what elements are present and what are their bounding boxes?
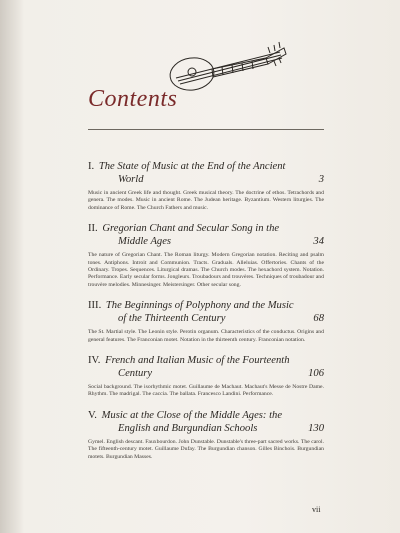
- chapter-title-line: French and Italian Music of the Fourteenth: [105, 355, 290, 367]
- contents-list: [88, 160, 324, 471]
- chapter-title: [88, 354, 324, 380]
- chapter-page-number: 68: [313, 313, 324, 325]
- chapter-title: [88, 409, 324, 435]
- chapter-entry: [88, 160, 324, 212]
- chapter-entry: [88, 299, 324, 344]
- folio-page-number: vii: [312, 505, 321, 514]
- contents-heading: Contents: [88, 86, 178, 112]
- chapter-title-line: Middle Ages: [118, 236, 172, 248]
- chapter-entry: [88, 409, 324, 461]
- chapter-description: Music in ancient Greek life and thought. Greek musical theory. The doctrine of ethos. Tetrachords and genera. The modes. Music in ancient Rome. The Judean heritage. Byzantium. Western liturgies. The dominance of Rome. The Church Fathers and music.: [88, 190, 324, 211]
- chapter-title-line: of the Thirteenth Century: [118, 313, 226, 325]
- chapter-number: I.: [88, 161, 95, 172]
- heading-rule: [88, 129, 324, 130]
- chapter-title-line: English and Burgundian Schools: [118, 422, 258, 434]
- chapter-title-line: Century: [118, 368, 153, 380]
- chapter-title-line: The State of Music at the End of the Ancient: [98, 161, 286, 172]
- lute-illustration: [162, 36, 290, 108]
- chapter-entry: [88, 222, 324, 289]
- chapter-title: [88, 299, 324, 325]
- chapter-title-line: World: [118, 174, 144, 185]
- chapter-page-number: 106: [308, 368, 324, 380]
- page-gutter-shadow: [0, 0, 24, 533]
- chapter-description: The St. Martial style. The Leonin style. Perotin organum. Characteristics of the conductus. Origins and general features. The Franconian motet. Notation in the thirteenth century. Franconian notation.: [88, 329, 324, 343]
- chapter-title: [88, 222, 324, 248]
- chapter-title-line: The Beginnings of Polyphony and the Music: [105, 300, 294, 312]
- chapter-description: Social background. The isorhythmic motet. Guillaume de Machaut. Machaut's Messe de Nostre Dame. Rhythm. The madrigal. The caccia. The ballata. Francesco Landini. Performance.: [88, 384, 324, 398]
- chapter-page-number: 34: [313, 236, 324, 248]
- chapter-entry: [88, 354, 324, 399]
- chapter-title-line: Music at the Close of the Middle Ages: the: [101, 409, 283, 421]
- chapter-number: II.: [88, 223, 98, 235]
- chapter-number: III.: [88, 300, 102, 312]
- chapter-description: Gymel. English descant. Fauxbourdon. John Dunstable. Dunstable's three-part sacred works. The carol. The fifteenth-century motet. Guillaume Dufay. The Burgundian chanson. Gilles Binchois. Burgundian motets. Burgundian Masses.: [88, 438, 324, 460]
- chapter-page-number: 130: [308, 422, 324, 434]
- chapter-title: [88, 160, 324, 186]
- chapter-title-line: Gregorian Chant and Secular Song in the: [102, 223, 280, 235]
- chapter-page-number: 3: [318, 174, 324, 185]
- chapter-number: IV.: [88, 355, 101, 367]
- chapter-description: The nature of Gregorian Chant. The Roman liturgy. Modern Gregorian notation. Reciting and psalm tones. Antiphons. Introit and Communion. Tracts. Graduals. Alleluias. Offertories. Chants of the Ordinary. Tropes. Sequences. Liturgical dramas. The Church modes. The hexachord system. Notation. Performance. Early secular forms. Jongleurs. Troubadours and trouvères. Techniques of troubadour and trouvère melodies. Minnesinger. Meistersinger. Other secular song.: [88, 252, 324, 288]
- chapter-number: V.: [88, 409, 97, 421]
